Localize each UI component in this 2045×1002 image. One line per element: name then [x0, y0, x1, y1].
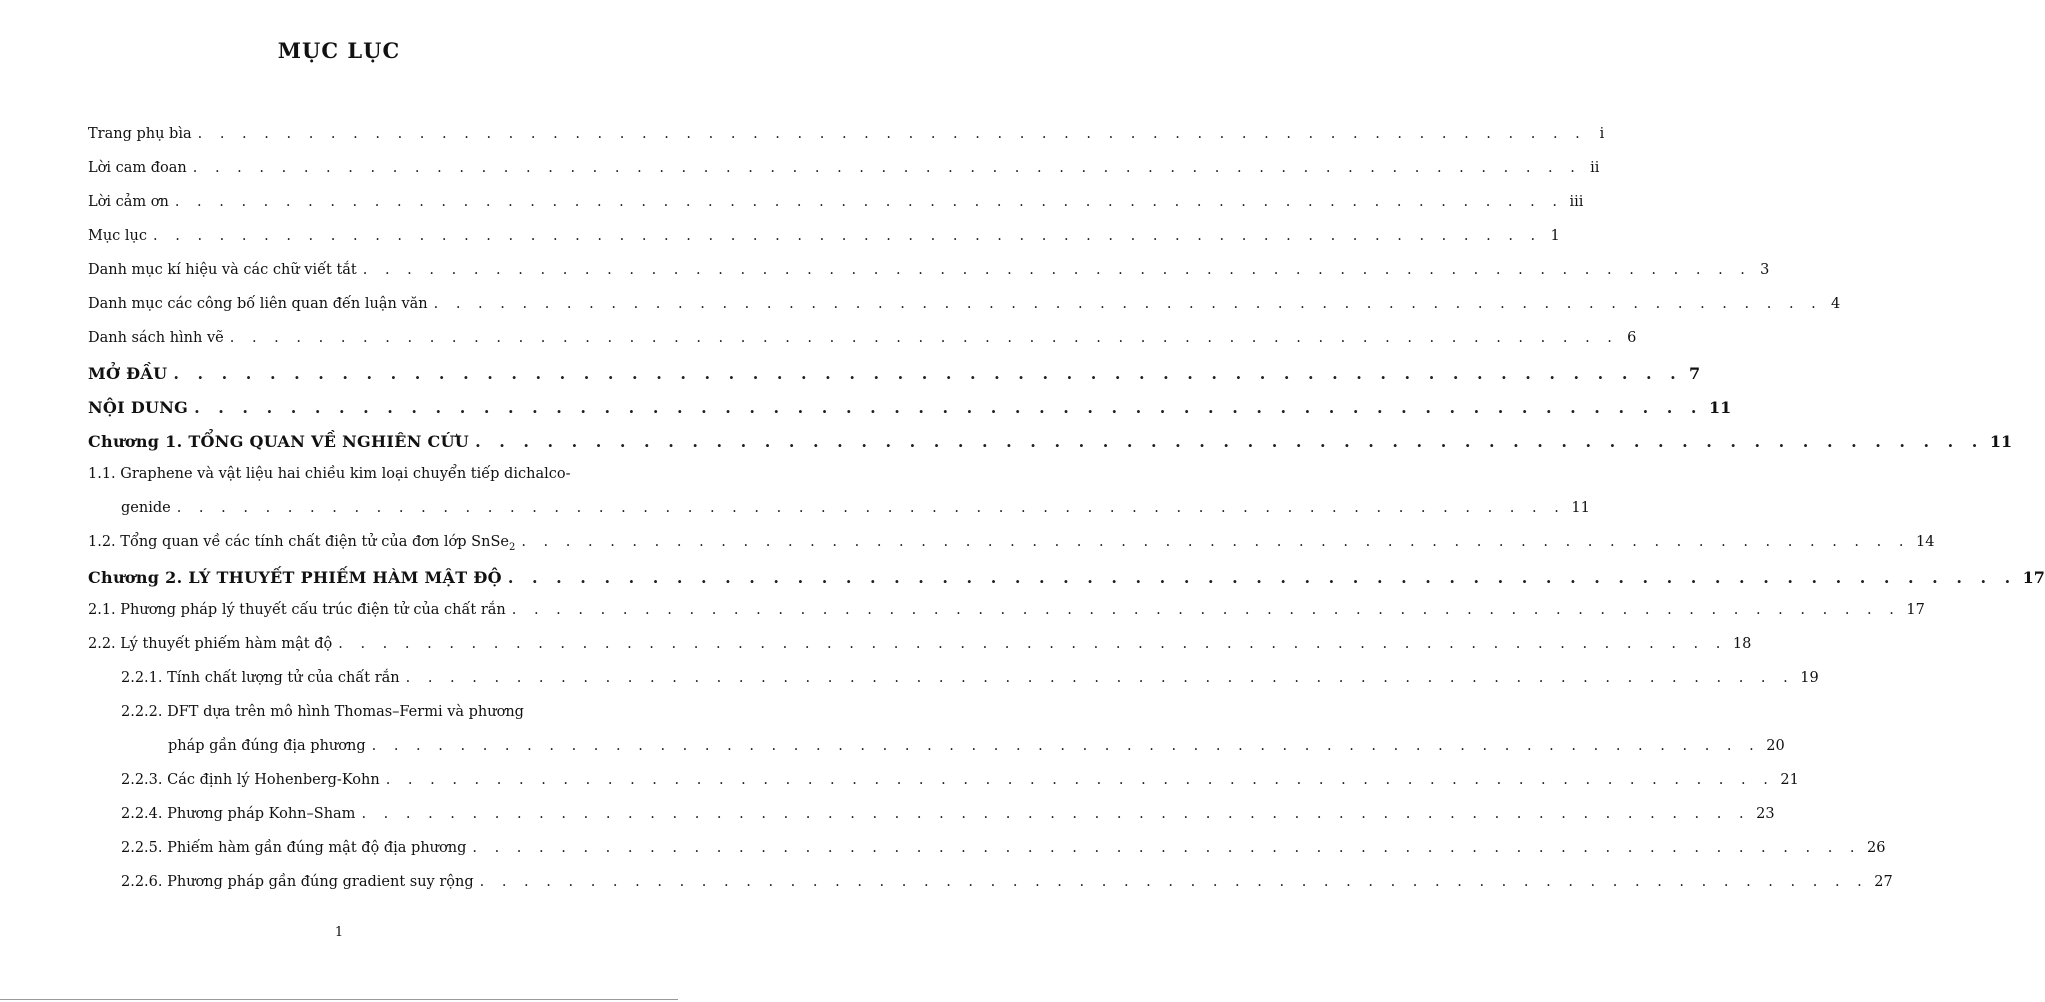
toc-entry-continuation[interactable]	[121, 500, 1590, 524]
dot-leader: . . . . . . . . . . . . . . . . . . . . . . . . . . . . . . . . . . . . . . . . . . . . . . . . . . . . . . . . . . . . . . .	[371, 738, 1761, 754]
toc-entry-label: genide	[121, 500, 171, 516]
toc-entry-page: 18	[1732, 636, 1752, 652]
toc-entry-page: i	[1599, 126, 1605, 142]
toc-entry[interactable]	[121, 704, 613, 728]
dot-leader: . . . . . . . . . . . . . . . . . . . . . . . . . . . . . . . . . . . . . . . . . . . . . . . . . . . . . . . . . . . . . . .	[521, 534, 1910, 550]
toc-entry-label: 2.2.5. Phiếm hàm gần đúng mật độ địa phương	[121, 840, 467, 856]
toc-entry-page: iii	[1569, 194, 1584, 210]
dot-leader: . . . . . . . . . . . . . . . . . . . . . . . . . . . . . . . . . . . . . . . . . . . . . . . . . . . . . . . . . . . . . . .	[433, 296, 1823, 312]
toc-entry-page: 23	[1756, 806, 1775, 822]
toc-entry-page: 26	[1867, 840, 1886, 856]
toc-entry-label: Chương 1. TỔNG QUAN VỀ NGHIÊN CỨU	[88, 432, 470, 451]
toc-entry[interactable]	[88, 330, 1637, 354]
toc-entry-label: Lời cam đoan	[88, 160, 187, 176]
dot-leader: . . . . . . . . . . . . . . . . . . . . . . . . . . . . . . . . . . . . . . . . . . . . . . . . . . . . . . . . . . . . . . .	[361, 806, 1751, 822]
toc-entry-label: 2.2.3. Các định lý Hohenberg-Kohn	[121, 772, 380, 788]
toc-entry-page: 1	[1550, 228, 1560, 244]
toc-entry-label: Lời cảm ơn	[88, 194, 169, 210]
toc-entry-label-text: 1.2. Tổng quan về các tính chất điện tử của đơn lớp SnSe	[88, 534, 509, 550]
toc-entry-label: Trang phụ bìa	[88, 126, 192, 142]
toc-entry-label: Danh mục kí hiệu và các chữ viết tắt	[88, 262, 357, 278]
toc-entry-label: Mục lục	[88, 228, 148, 244]
toc-entry-continuation[interactable]	[168, 738, 1785, 762]
toc-entry[interactable]	[121, 874, 1893, 898]
toc-entry-label: 2.2. Lý thuyết phiếm hàm mật độ	[88, 636, 333, 652]
dot-leader: . . . . . . . . . . . . . . . . . . . . . . . . . . . . . . . . . . . . . . . . . . . . . . . . . . . . . . . . . . . . . . .	[194, 398, 1703, 417]
toc-entry[interactable]	[88, 194, 1584, 218]
toc-entry[interactable]	[88, 262, 1770, 286]
toc-entry[interactable]	[88, 466, 613, 490]
toc-entry-page: 17	[2022, 568, 2045, 587]
toc-entry-page: 20	[1766, 738, 1785, 754]
toc-entry-label: 2.2.1. Tính chất lượng tử của chất rắn	[121, 670, 400, 686]
toc-entry[interactable]	[88, 398, 1732, 422]
toc-entry-page: 6	[1627, 330, 1637, 346]
toc-entry-label: Danh mục các công bố liên quan đến luận văn	[88, 296, 428, 312]
toc-entry-page: 3	[1760, 262, 1770, 278]
page-number: 1	[334, 925, 344, 940]
toc-entry-page: 11	[1989, 432, 2013, 451]
toc-entry-label	[88, 534, 515, 553]
toc-entry-label: MỞ ĐẦU	[88, 364, 168, 383]
toc-entry[interactable]	[121, 806, 1775, 830]
toc-entry[interactable]	[88, 432, 2013, 456]
toc-entry-page: 27	[1874, 874, 1893, 890]
toc-entry-page: 11	[1571, 500, 1590, 516]
dot-leader: . . . . . . . . . . . . . . . . . . . . . . . . . . . . . . . . . . . . . . . . . . . . . . . . . . . . . . . . . . . . . . .	[173, 364, 1683, 383]
dot-leader: . . . . . . . . . . . . . . . . . . . . . . . . . . . . . . . . . . . . . . . . . . . . . . . . . . . . . . . . . . . . . . .	[472, 840, 1862, 856]
toc-entry-page: ii	[1590, 160, 1600, 176]
dot-leader: . . . . . . . . . . . . . . . . . . . . . . . . . . . . . . . . . . . . . . . . . . . . . . . . . . . . . . . . . . . . . . .	[479, 874, 1869, 890]
toc-entry-page: 21	[1780, 772, 1799, 788]
toc-entry-label: Danh sách hình vẽ	[88, 330, 224, 346]
dot-leader: . . . . . . . . . . . . . . . . . . . . . . . . . . . . . . . . . . . . . . . . . . . . . . . . . . . . . . . . . . . . . . .	[338, 636, 1727, 652]
toc-entry-label: pháp gần đúng địa phương	[168, 738, 366, 754]
dot-leader: . . . . . . . . . . . . . . . . . . . . . . . . . . . . . . . . . . . . . . . . . . . . . . . . . . . . . . . . . . . . . . .	[405, 670, 1795, 686]
dot-leader: . . . . . . . . . . . . . . . . . . . . . . . . . . . . . . . . . . . . . . . . . . . . . . . . . . . . . . . . . . . . . . .	[507, 568, 2017, 587]
dot-leader: . . . . . . . . . . . . . . . . . . . . . . . . . . . . . . . . . . . . . . . . . . . . . . . . . . . . . . . . . . . . . . .	[174, 194, 1564, 210]
page-title: MỤC LỤC	[277, 38, 401, 63]
dot-leader: . . . . . . . . . . . . . . . . . . . . . . . . . . . . . . . . . . . . . . . . . . . . . . . . . . . . . . . . . . . . . . .	[475, 432, 1984, 451]
dot-leader: . . . . . . . . . . . . . . . . . . . . . . . . . . . . . . . . . . . . . . . . . . . . . . . . . . . . . . . . . . . . . . .	[229, 330, 1619, 346]
subscript-text: 2	[508, 541, 516, 553]
toc-entry[interactable]	[88, 126, 1605, 150]
toc-entry[interactable]	[121, 772, 1799, 796]
dot-leader: . . . . . . . . . . . . . . . . . . . . . . . . . . . . . . . . . . . . . . . . . . . . . . . . . . . . . . . . . . . . . . .	[385, 772, 1775, 788]
toc-entry-page: 11	[1708, 398, 1732, 417]
toc-entry-label: 2.1. Phương pháp lý thuyết cấu trúc điện tử của chất rắn	[88, 602, 506, 618]
toc-entry[interactable]	[88, 636, 1752, 660]
dot-leader: . . . . . . . . . . . . . . . . . . . . . . . . . . . . . . . . . . . . . . . . . . . . . . . . . . . . . . . . . . . . . . .	[176, 500, 1566, 516]
toc-entry-label: 2.2.4. Phương pháp Kohn–Sham	[121, 806, 356, 822]
toc-entry[interactable]	[88, 296, 1841, 320]
page-bottom-rule	[0, 999, 678, 1000]
toc-entry[interactable]	[121, 840, 1886, 864]
toc-entry[interactable]	[88, 160, 1600, 184]
toc-entry-label: NỘI DUNG	[88, 398, 189, 417]
toc-entry[interactable]	[88, 568, 2045, 592]
toc-entry[interactable]	[121, 670, 1819, 694]
dot-leader: . . . . . . . . . . . . . . . . . . . . . . . . . . . . . . . . . . . . . . . . . . . . . . . . . . . . . . . . . . . . . . .	[362, 262, 1752, 278]
toc-entry[interactable]	[88, 228, 1560, 252]
dot-leader: . . . . . . . . . . . . . . . . . . . . . . . . . . . . . . . . . . . . . . . . . . . . . . . . . . . . . . . . . . . . . . .	[511, 602, 1901, 618]
toc-entry[interactable]	[88, 364, 1701, 388]
toc-entry-page: 17	[1906, 602, 1925, 618]
dot-leader: . . . . . . . . . . . . . . . . . . . . . . . . . . . . . . . . . . . . . . . . . . . . . . . . . . . . . . . . . . . . . . .	[197, 126, 1587, 142]
toc-entry-page: 7	[1689, 364, 1701, 383]
dot-leader: . . . . . . . . . . . . . . . . . . . . . . . . . . . . . . . . . . . . . . . . . . . . . . . . . . . . . . . . . . . . . . .	[153, 228, 1542, 244]
toc-entry-label: Chương 2. LÝ THUYẾT PHIẾM HÀM MẬT ĐỘ	[88, 568, 502, 587]
toc-entry[interactable]	[88, 602, 1925, 626]
toc-entry-page: 14	[1915, 534, 1935, 550]
toc-entry-page: 4	[1831, 296, 1841, 312]
toc-entry-label: 1.1. Graphene và vật liệu hai chiều kim loại chuyển tiếp dichalco-	[88, 466, 571, 482]
toc-entry-label: 2.2.6. Phương pháp gần đúng gradient suy rộng	[121, 874, 474, 890]
dot-leader: . . . . . . . . . . . . . . . . . . . . . . . . . . . . . . . . . . . . . . . . . . . . . . . . . . . . . . . . . . . . . . .	[192, 160, 1582, 176]
toc-entry-label: 2.2.2. DFT dựa trên mô hình Thomas–Fermi và phương	[121, 704, 524, 720]
toc-entry-page: 19	[1800, 670, 1819, 686]
toc-entry[interactable]	[88, 534, 1935, 558]
